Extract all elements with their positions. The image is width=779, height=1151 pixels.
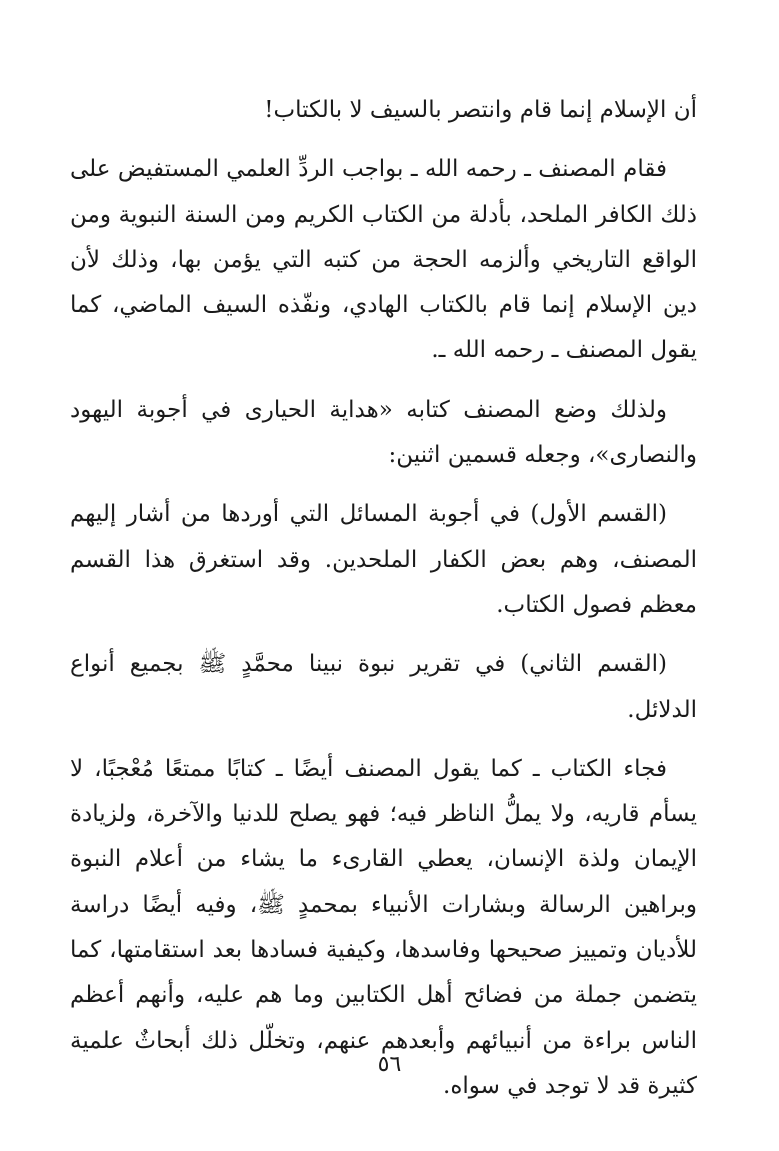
paragraph-author-response: فقام المصنف ـ رحمه الله ـ بواجب الردِّ العلمي المستفيض على ذلك الكافر الملحد، بأدلة من الكتاب الكريم ومن السنة النبوية ومن الواقع التاريخي وألزمه الحجة من كتبه التي يؤمن بها، وذلك لأن دين الإسلام إنما قام بالكتاب الهادي، ونفّذه السيف الماضي، كما يقول المصنف ـ رحمه الله ـ.: [70, 156, 697, 364]
body-text: [70, 88, 697, 1109]
paragraph-book-structure: ولذلك وضع المصنف كتابه «هداية الحيارى في أجوبة اليهود والنصارى»، وجعله قسمين اثنين:: [70, 396, 697, 469]
paragraph-continuation: أن الإسلام إنما قام وانتصر بالسيف لا بالكتاب!: [264, 97, 697, 123]
paragraph-part-one: (القسم الأول) في أجوبة المسائل التي أوردها من أشار إليهم المصنف، وهم بعض الكفار الملحدين. وقد استغرق هذا القسم معظم فصول الكتاب.: [70, 501, 697, 618]
page-number: ٥٦: [377, 1052, 402, 1077]
paragraph-part-two: (القسم الثاني) في تقرير نبوة نبينا محمَّدٍ ﷺ بجميع أنواع الدلائل.: [70, 651, 697, 723]
paragraph-book-merits: فجاء الكتاب ـ كما يقول المصنف أيضًا ـ كتابًا ممتعًا مُعْجبًا، لا يسأم قاريه، ولا يملُّ الناظر فيه؛ فهو يصلح للدنيا والآخرة، ولزيادة الإيمان ولذة الإنسان، يعطي القارىء ما يشاء من أعلام النبوة وبراهين الرسالة وبشارات الأنبياء بمحمدٍ ﷺ، وفيه أيضًا دراسة للأديان وتمييز صحيحها وفاسدها، وكيفية فسادها بعد استقامتها، كما يتضمن جملة من فضائح أهل الكتابين وما هم عليه، وأنهم أعظم الناس براءة من أنبيائهم وأبعدهم عنهم، وتخلّل ذلك أبحاثٌ علمية كثيرة قد لا توجد في سواه.: [70, 755, 697, 1099]
